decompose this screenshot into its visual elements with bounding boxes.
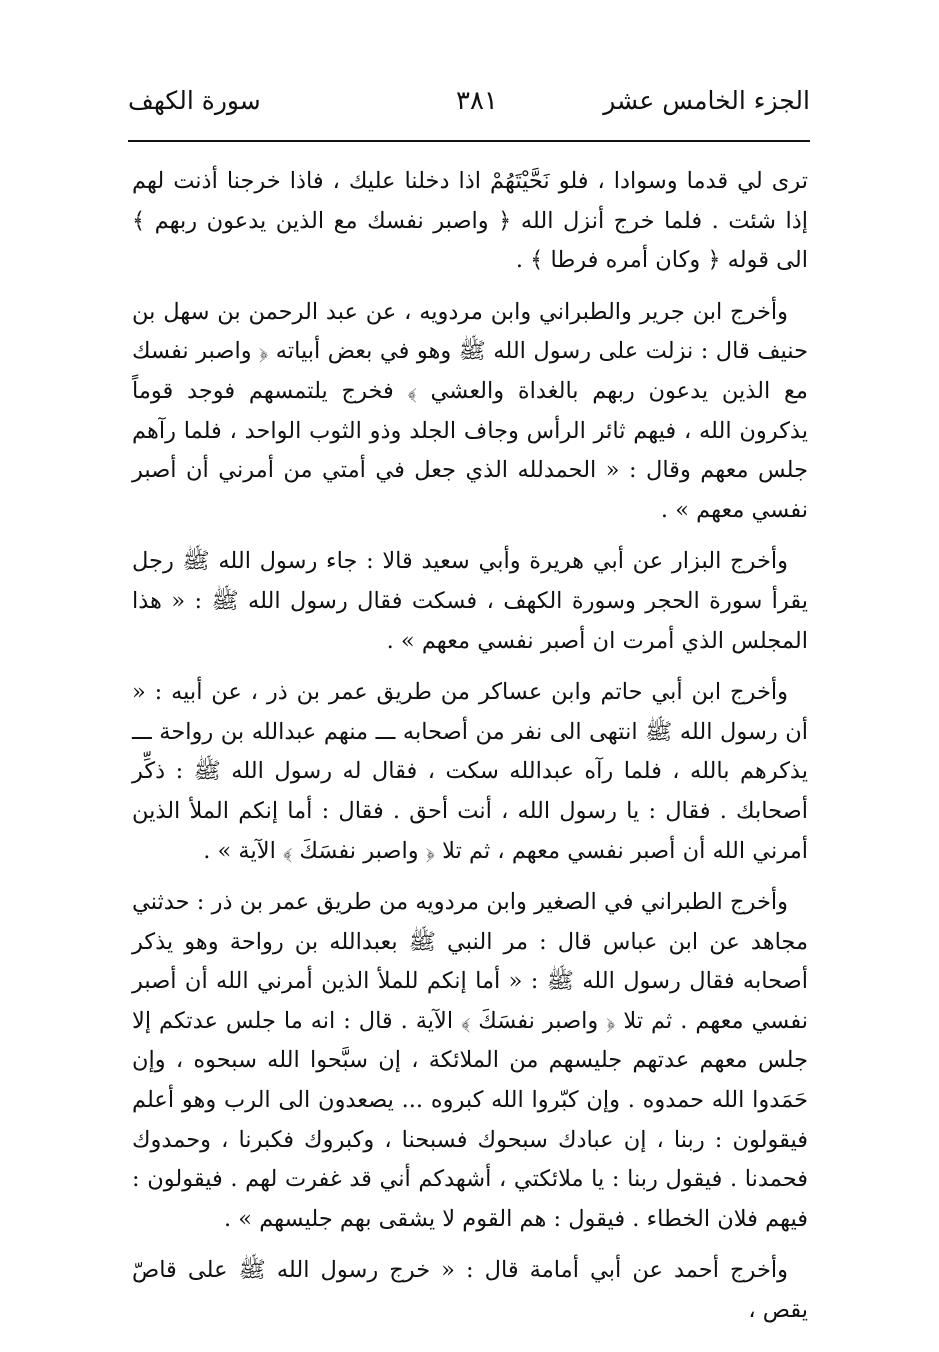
- paragraph: وأخرج ابن جرير والطبراني وابن مردويه ، عن عبد الرحمن بن سهل بن حنيف قال : نزلت على رسول الله ﷺ وهو في بعض أبياته ﴿ واصبر نفسك مع الذين يدعون ربهم بالغداة والعشي ﴾ فخرج يلتمسهم فوجد قوماً يذكرون الله ، فيهم ثائر الرأس وجاف الجلد وذو الثوب الواحد ، فلما رآهم جلس معهم وقال : « الحمدلله الذي جعل في أمتي من أمرني أن أصبر نفسي معهم » .: [132, 298, 808, 523]
- paragraph: وأخرج البزار عن أبي هريرة وأبي سعيد قالا : جاء رسول الله ﷺ رجل يقرأ سورة الحجر وسورة الكهف ، فسكت فقال رسول الله ﷺ : « هذا المجلس الذي أمرت ان أصبر نفسي معهم » .: [132, 548, 808, 654]
- page-number: ٣٨١: [456, 86, 498, 116]
- part-title: الجزء الخامس عشر: [603, 86, 810, 115]
- paragraph: وأخرج الطبراني في الصغير وابن مردويه من طريق عمر بن ذر : حدثني مجاهد عن ابن عباس قال : مر النبي ﷺ بعبدالله بن رواحة وهو يذكر أصحابه فقال رسول الله ﷺ : « أما إنكم للملأ الذين أمرني الله أن أصبر نفسي معهم . ثم تلا ﴿ واصبر نفسَكَ ﴾ الآية . قال : انه ما جلس عدتكم إلا جلس معهم عدتهم جليسهم من الملائكة ، إن سبَّحوا الله سبحوه ، وإن حَمَدوا الله حمدوه . وإن كبّروا الله كبروه ... يصعدون الى الرب وهو أعلم فيقولون : ربنا ، إن عبادك سبحوك فسبحنا ، وكبروك فكبرنا ، وحمدوك فحمدنا . فيقول ربنا : يا ملائكتي ، أشهدكم أني قد غفرت لهم . فيقولون : فيهم فلان الخطاء . فيقول : هم القوم لا يشقى بهم جليسهم » .: [132, 889, 808, 1232]
- body-text: [132, 162, 808, 1331]
- surah-title: سورة الكهف: [128, 86, 261, 115]
- page-header: [128, 86, 810, 126]
- paragraph: وأخرج ابن أبي حاتم وابن عساكر من طريق عمر بن ذر ، عن أبيه : « أن رسول الله ﷺ انتهى الى نفر من أصحابه ـــ منهم عبدالله بن رواحة ـــ يذكرهم بالله ، فلما رآه عبدالله سكت ، فقال له رسول الله ﷺ : ذكِّر أصحابك . فقال : يا رسول الله ، أنت أحق . فقال : أما إنكم الملأ الذين أمرني الله أن أصبر نفسي معهم ، ثم تلا ﴿ واصبر نفسَكَ ﴾ الآية » .: [132, 679, 808, 864]
- paragraph: وأخرج أحمد عن أبي أمامة قال : « خرج رسول الله ﷺ على قاصّ يقص ،: [132, 1257, 808, 1324]
- paragraph: ترى لي قدما وسوادا ، فلو نَحَّيْتَهُمْ اذا دخلنا عليك ، فاذا خرجنا أذنت لهم إذا شئت . فلما خرج أنزل الله ﴿ واصبر نفسك مع الذين يدعون ربهم ﴾ الى قوله ﴿ وكان أمره فرطا ﴾ .: [132, 168, 808, 274]
- header-divider: [128, 140, 810, 142]
